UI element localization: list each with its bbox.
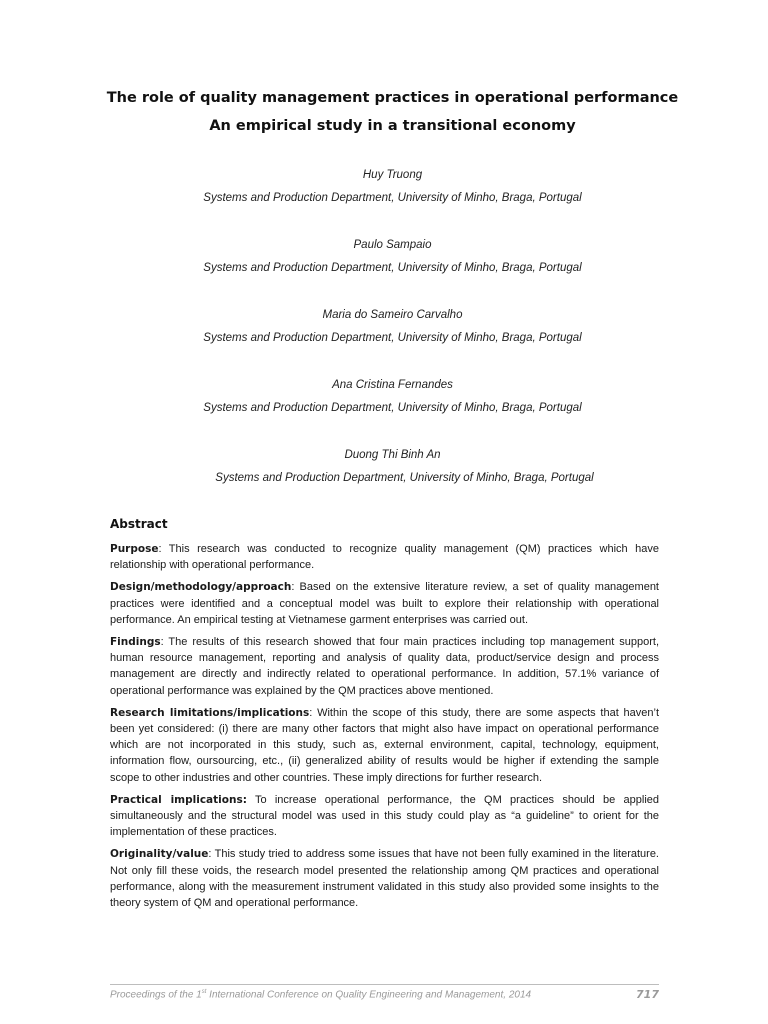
footer-superscript: st <box>201 989 207 995</box>
abstract-limitations <box>110 705 659 786</box>
section-label: Research limitations/implications <box>110 706 310 719</box>
author-affiliation: Systems and Production Department, University of Minho, Braga, Portugal <box>203 402 582 414</box>
abstract-practical <box>110 792 659 841</box>
section-label: Practical implications: <box>110 793 247 806</box>
section-label: Originality/value <box>110 848 209 861</box>
section-text: : This research was conducted to recognize quality management (QM) practices which have relationship with operational performance. <box>110 543 659 572</box>
footer-divider <box>110 984 659 985</box>
abstract-heading: Abstract <box>110 517 168 531</box>
page-number: 717 <box>636 988 659 1001</box>
author-affiliation: Systems and Production Department, University of Minho, Braga, Portugal <box>203 192 582 204</box>
section-text: : Based on the extensive literature review, a set of quality management practices were identified and a conceptual model was built to explore their relationship with operational performance. An empirical testing at Vietnamese garment enterprises was carried out. <box>110 581 659 626</box>
author-name: Paulo Sampaio <box>353 239 432 251</box>
section-text: : This study tried to address some issues that have not been fully examined in the literature. Not only fill these voids, the research model presented the relationship among QM practices and operational performance, along with the measurement instrument validated in this study also provided some insights to the theory system of QM and operational performance. <box>110 848 659 910</box>
section-text: : Within the scope of this study, there are some aspects that haven’t been yet considered: (i) there are many other factors that might also have impact on operational performance which are not incorporated in this study, such as, external environment, capital, technology, equipment, information flow, oursourcing, etc., (ii) generalized ability of results would be higher if extending the sample scope to other industries and other countries. These imply directions for further research. <box>110 706 660 784</box>
section-label: Findings <box>110 636 161 649</box>
footer-text-end: International Conference on Quality Engineering and Management, 2014 <box>206 989 532 1001</box>
author-name: Maria do Sameiro Carvalho <box>322 309 463 321</box>
section-label: Purpose <box>110 543 159 555</box>
footer-text-start: Proceedings of the 1 <box>110 989 202 1001</box>
paper-subtitle: An empirical study in a transitional economy <box>209 118 576 134</box>
section-label: Design/methodology/approach <box>110 581 292 594</box>
author-affiliation: Systems and Production Department, University of Minho, Braga, Portugal <box>203 332 582 344</box>
footer-citation <box>110 989 570 1000</box>
author-affiliation: Systems and Production Department, University of Minho, Braga, Portugal <box>203 262 582 274</box>
abstract-findings <box>110 634 659 699</box>
author-affiliation: Systems and Production Department, University of Minho, Braga, Portugal <box>215 472 594 484</box>
abstract-purpose <box>110 541 659 573</box>
author-name: Huy Truong <box>362 169 423 181</box>
abstract-design <box>110 579 659 628</box>
abstract-body <box>110 541 659 917</box>
abstract-originality <box>110 846 659 911</box>
section-text: : The results of this research showed that four main practices including top management support, human resource management, reporting and analysis of quality data, product/service design and process management are directly and indirectly related to operational performance. In addition, 57.1% variance of operational performance was explained by the QM practices above mentioned. <box>110 636 659 697</box>
section-text: To increase operational performance, the QM practices should be applied simultaneously and the structural model was used in this study could play as “a guideline” to orient for the implementation of these practices. <box>110 793 660 839</box>
author-name: Duong Thi Binh An <box>344 449 441 461</box>
paper-title: The role of quality management practices in operational performance <box>106 90 679 106</box>
author-name: Ana Cristina Fernandes <box>332 379 453 391</box>
